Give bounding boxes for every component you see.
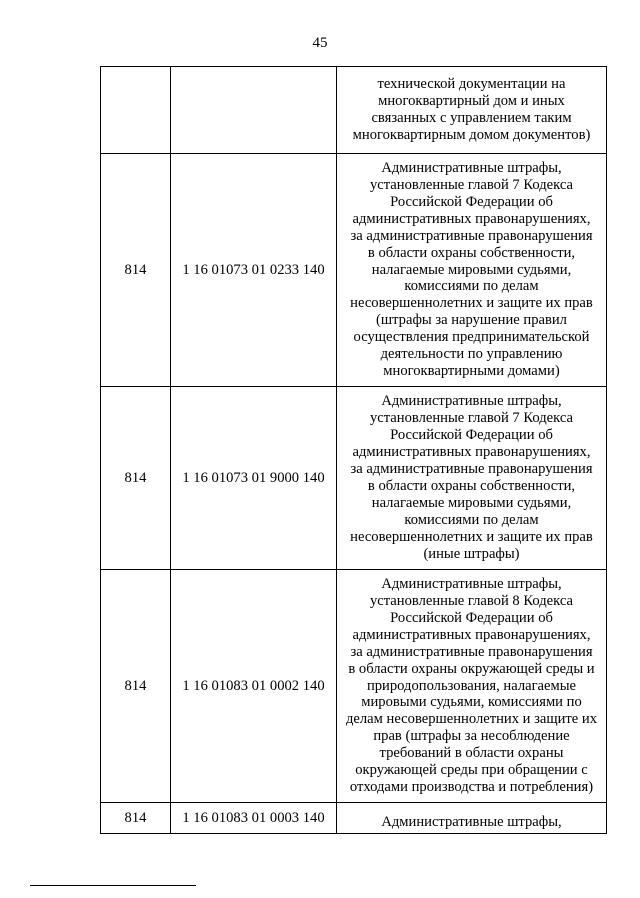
- description-cell: [337, 154, 607, 387]
- description-line: природопользования, налагаемые: [366, 677, 577, 694]
- admin-code-cell: [101, 67, 171, 154]
- description-line: за административные правонарушения: [350, 461, 593, 478]
- budget-code-cell: [171, 67, 337, 154]
- description-line: установленные главой 8 Кодекса: [369, 593, 574, 610]
- description-line: административных правонарушениях,: [352, 626, 591, 643]
- description-line: Российской Федерации об: [390, 427, 553, 444]
- budget-code-cell: 1 16 01083 01 0002 140: [171, 570, 337, 803]
- table-body: [101, 67, 607, 834]
- description-line: несовершеннолетних и защите их прав: [350, 528, 593, 545]
- description-line: деятельности по управлению: [380, 346, 563, 363]
- description-line: Российской Федерации об: [390, 609, 553, 626]
- description-line: Административные штрафы,: [381, 576, 562, 593]
- budget-code-cell: 1 16 01073 01 9000 140: [171, 387, 337, 570]
- description-line: административных правонарушениях,: [352, 210, 591, 227]
- footnote-divider: [30, 885, 196, 886]
- description-line: (штрафы за нарушение правил: [376, 312, 567, 329]
- description-line: прав (штрафы за несоблюдение: [373, 728, 570, 745]
- description-line: осуществления предпринимательской: [353, 329, 590, 346]
- description-line: налагаемые мировыми судьями,: [371, 261, 572, 278]
- table-row: [101, 570, 607, 803]
- description-line: технической документации на: [377, 76, 566, 93]
- table-row: [101, 67, 607, 154]
- description-line: многоквартирный дом и иных: [378, 93, 565, 110]
- description-line: Административные штрафы,: [381, 814, 562, 831]
- description-line: административных правонарушениях,: [352, 444, 591, 461]
- description-cell: [337, 803, 607, 834]
- admin-code-cell: 814: [101, 803, 171, 834]
- description-line: Российской Федерации об: [390, 193, 553, 210]
- description-line: комиссиями по делам: [404, 278, 539, 295]
- description-line: многоквартирными домами): [383, 362, 560, 379]
- description-line: связанных с управлением таким: [371, 110, 572, 126]
- description-line: Административные штрафы,: [381, 160, 562, 177]
- description-line: установленные главой 7 Кодекса: [369, 410, 574, 427]
- page-number: 45: [312, 35, 328, 51]
- description-line: (иные штрафы): [423, 545, 520, 562]
- description-line: делам несовершеннолетних и защите их: [345, 711, 598, 728]
- description-line: Административные штрафы,: [381, 393, 562, 410]
- admin-code-cell: 814: [101, 387, 171, 570]
- table-row: [101, 803, 607, 834]
- description-cell: [337, 67, 607, 154]
- budget-codes-table: [100, 66, 607, 834]
- description-line: мировыми судьями, комиссиями по: [361, 694, 582, 711]
- description-line: за административные правонарушения: [350, 227, 593, 244]
- description-line: установленные главой 7 Кодекса: [369, 177, 574, 194]
- description-cell: [337, 570, 607, 803]
- table-row: [101, 154, 607, 387]
- description-line: окружающей среды при обращении с: [355, 762, 588, 779]
- description-line: за административные правонарушения: [350, 643, 593, 660]
- description-line: комиссиями по делам: [404, 511, 539, 528]
- description-line: налагаемые мировыми судьями,: [371, 494, 572, 511]
- description-line: в области охраны собственности,: [367, 478, 576, 494]
- description-line: многоквартирным домом документов): [352, 126, 591, 143]
- description-line: отходами производства и потребления): [349, 778, 594, 795]
- budget-code-cell: 1 16 01083 01 0003 140: [171, 803, 337, 834]
- description-line: требований в области охраны: [379, 745, 564, 762]
- admin-code-cell: 814: [101, 154, 171, 387]
- budget-code-cell: 1 16 01073 01 0233 140: [171, 154, 337, 387]
- table-row: [101, 387, 607, 570]
- description-line: в области охраны собственности,: [367, 244, 576, 261]
- admin-code-cell: 814: [101, 570, 171, 803]
- description-cell: [337, 387, 607, 570]
- description-line: несовершеннолетних и защите их прав: [350, 295, 593, 312]
- description-line: в области охраны окружающей среды и: [348, 660, 595, 677]
